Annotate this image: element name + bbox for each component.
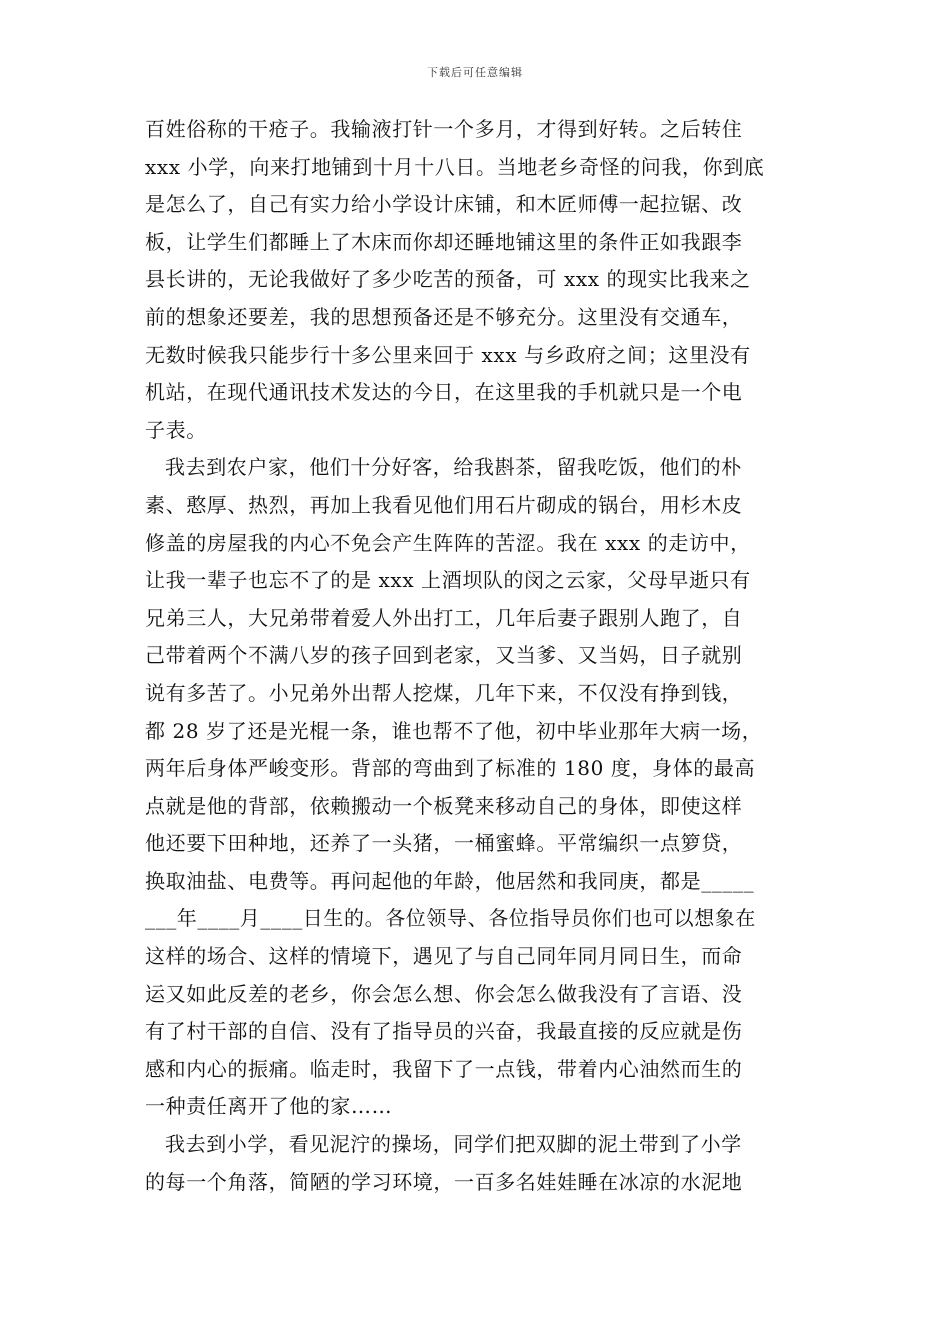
text-line: 无数时候我只能步行十多公里来回于 xxx 与乡政府之间；这里没有 [145,342,751,367]
text-line: 己带着两个不满八岁的孩子回到老家，又当爹、又当妈，日子就别 [145,643,743,668]
text-line: 他还要下田种地，还养了一头猪，一桶蜜蜂。平常编织一点箩贷， [145,831,743,856]
text-line: 前的想象还要差，我的思想预备还是不够充分。这里没有交通车， [145,304,743,329]
text-line: 我去到小学，看见泥泞的操场，同学们把双脚的泥土带到了小学 [165,1132,742,1157]
text-line: 两年后身体严峻变形。背部的弯曲到了标准的 180 度，身体的最高 [145,756,756,781]
text-line: 这样的场合、这样的情境下，遇见了与自己同年同月同日生，而命 [145,944,743,969]
document-body [145,111,807,1201]
text-line: 兄弟三人，大兄弟带着爱人外出打工，几年后妻子跟别人跑了，自 [145,605,743,630]
text-line: 子表。 [145,417,207,442]
text-line: 说有多苦了。小兄弟外出帮人挖煤，几年下来，不仅没有挣到钱， [145,680,743,705]
text-line: 板，让学生们都睡上了木床而你却还睡地铺这里的条件正如我跟李 [145,229,743,254]
text-line: 一种责任离开了他的家…… [145,1094,393,1119]
text-line: 百姓俗称的干疮子。我输液打针一个多月，才得到好转。之后转住 [145,117,743,141]
text-line: 的每一个角落，简陋的学习环境，一百多名娃娃睡在冰凉的水泥地 [145,1169,743,1194]
text-line: 是怎么了，自己有实力给小学设计床铺，和木匠师傅一起拉锯、改 [145,192,743,217]
text-line: ___年____月____日生的。各位领导、各位指导员你们也可以想象在 [145,906,756,931]
text-line: 县长讲的，无论我做好了多少吃苦的预备，可 xxx 的现实比我来之 [145,267,751,292]
text-line: 让我一辈子也忘不了的是 xxx 上酒坝队的闵之云家，父母早逝只有 [145,568,751,593]
text-line: 点就是他的背部，依赖搬动一个板凳来移动自己的身体，即使这样 [145,793,743,818]
text-line: xxx 小学，向来打地铺到十月十八日。当地老乡奇怪的问我，你到底 [145,154,765,179]
text-line: 都 28 岁了还是光棍一条，谁也帮不了他，初中毕业那年大病一场， [145,718,763,743]
text-line: 感和内心的振痛。临走时，我留下了一点钱，带着内心油然而生的 [145,1056,743,1081]
text-line: 素、憨厚、热烈，再加上我看见他们用石片砌成的锅台，用杉木皮 [145,492,743,517]
text-line: 有了村干部的自信、没有了指导员的兴奋，我最直接的反应就是伤 [145,1019,743,1044]
page-header: 下载后可任意编辑 [427,66,523,79]
text-line: 换取油盐、电费等。再问起他的年龄，他居然和我同庚，都是_____ [145,868,755,893]
text-line: 修盖的房屋我的内心不免会产生阵阵的苦涩。我在 xxx 的走访中， [145,530,751,555]
text-line: 我去到农户家，他们十分好客，给我斟茶，留我吃饭，他们的朴 [165,455,742,480]
text-line: 运又如此反差的老乡，你会怎么想、你会怎么做我没有了言语、没 [145,981,743,1006]
text-line: 机站，在现代通讯技术发达的今日，在这里我的手机就只是一个电 [145,380,743,405]
